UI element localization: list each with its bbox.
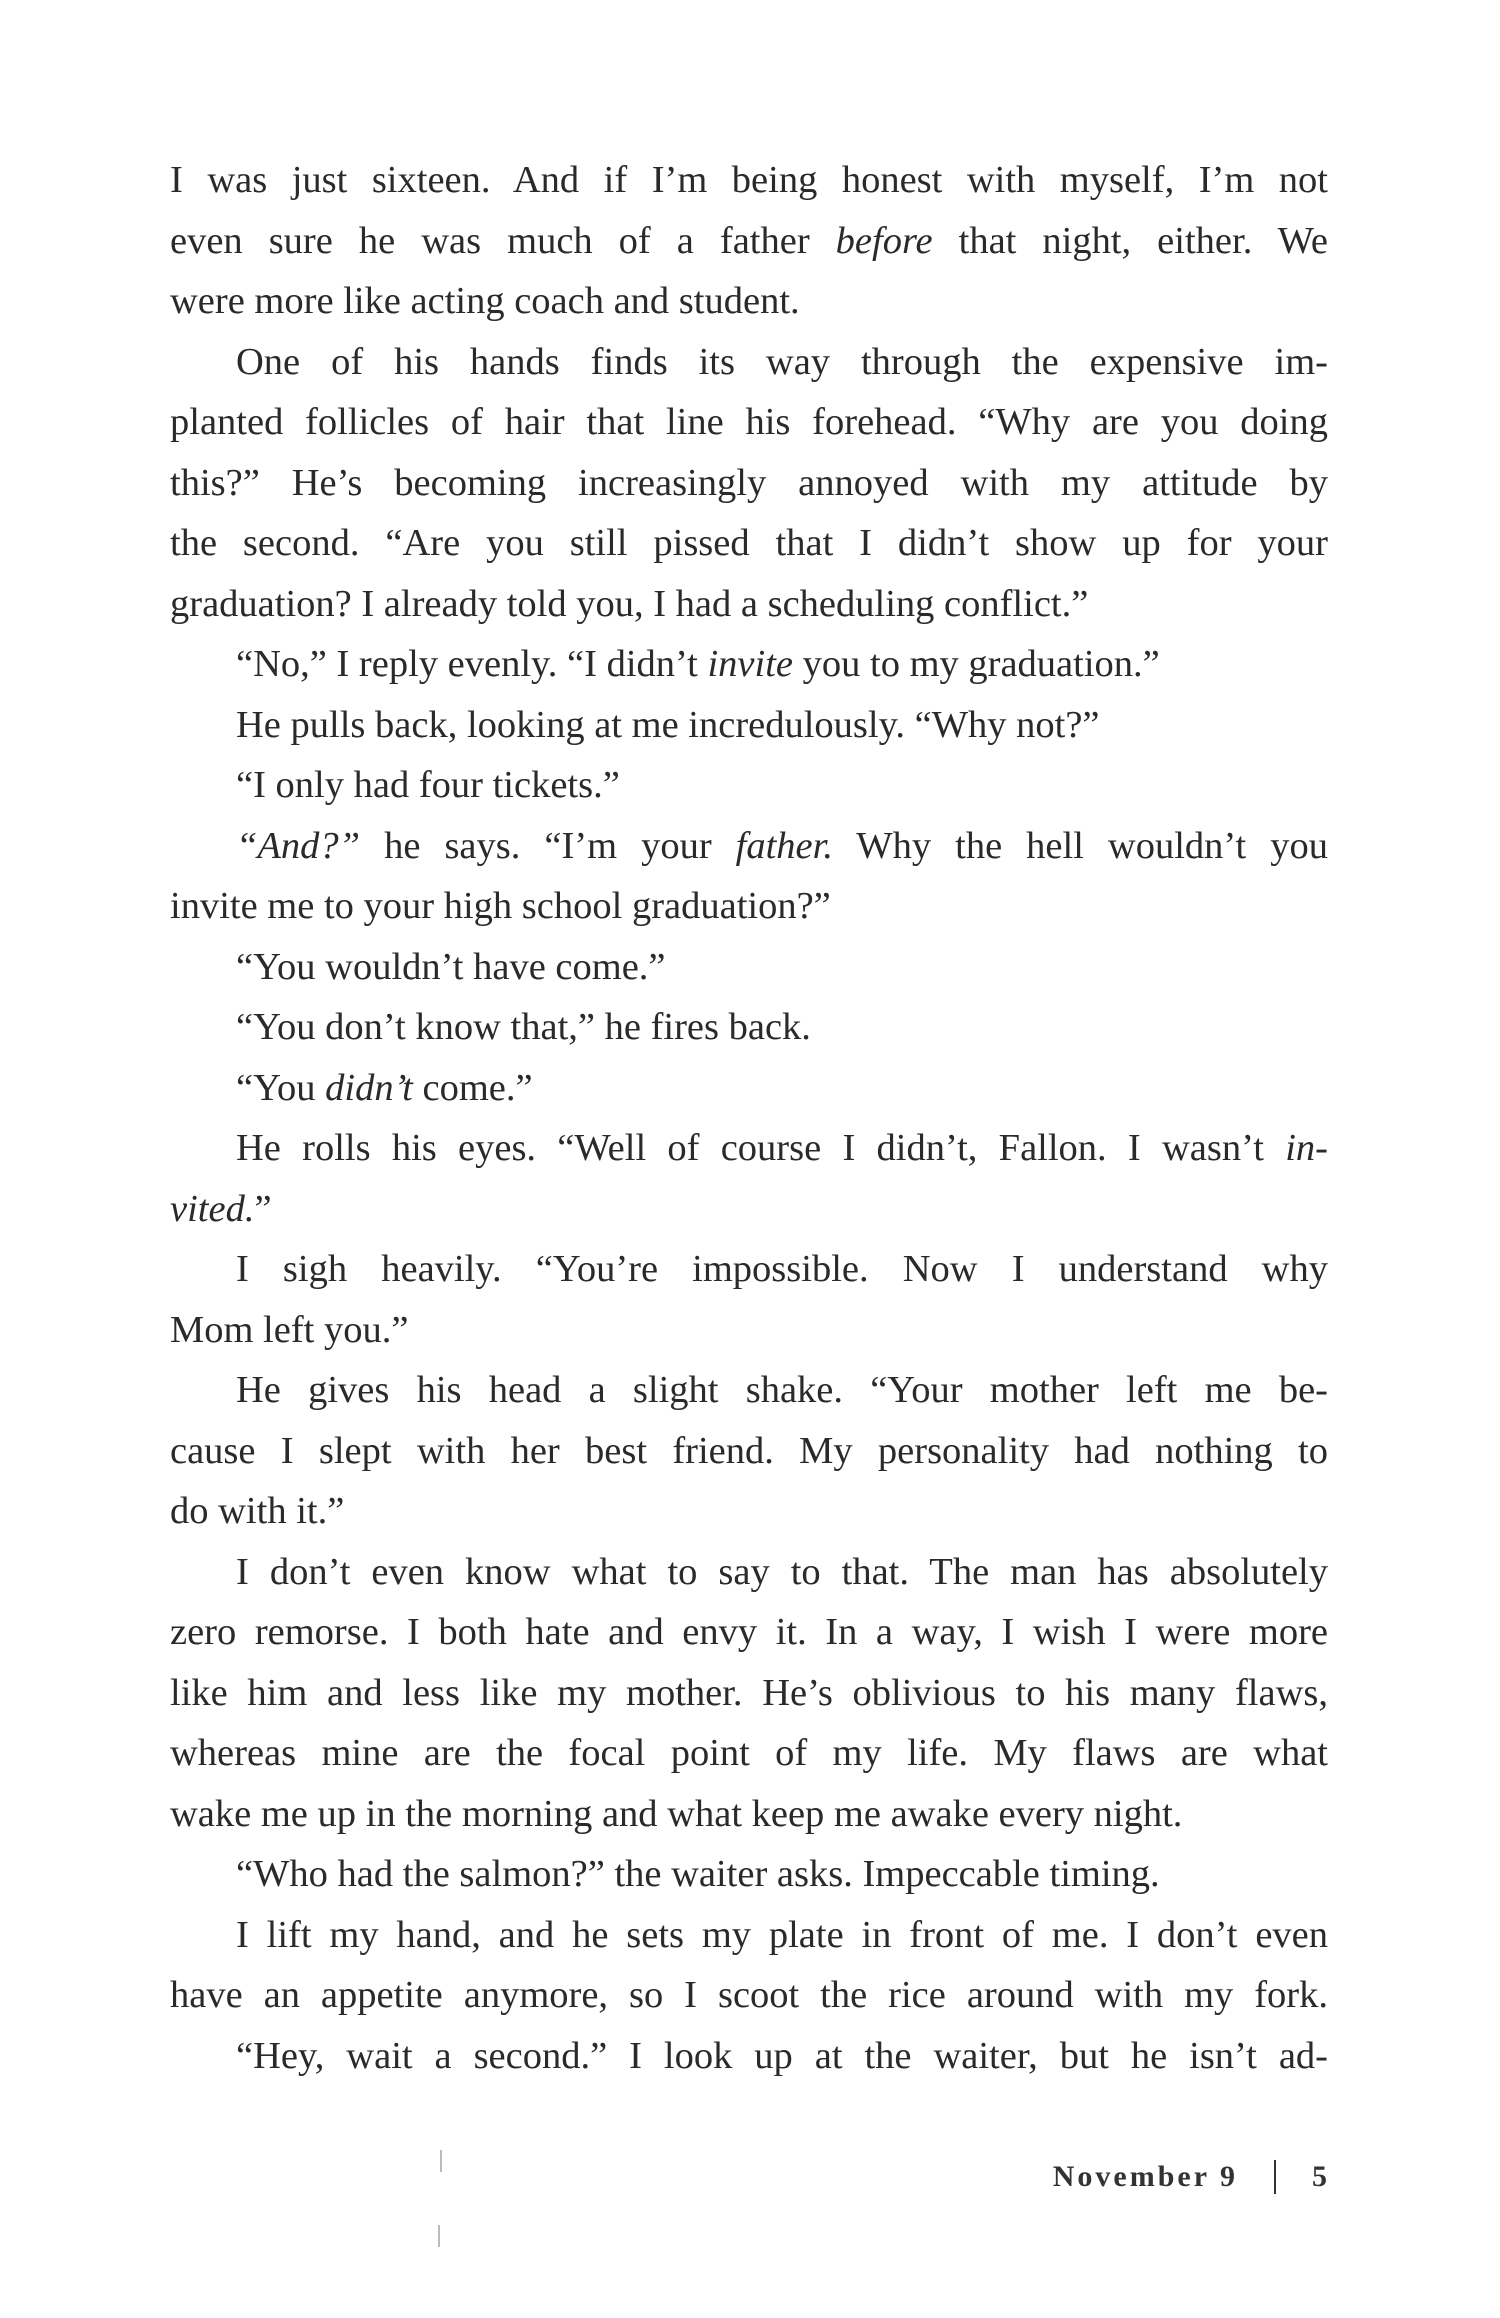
text-line: graduation? I already told you, I had a scheduling conflict.” xyxy=(170,582,1089,625)
text-line xyxy=(170,1179,1328,1240)
text-run: ” xyxy=(254,1187,272,1230)
text-line xyxy=(170,634,1328,695)
text-run: he says. “I’m your xyxy=(360,824,736,867)
text-line: “Hey, wait a second.” I look up at the waiter, but he isn’t ad- xyxy=(236,2034,1328,2077)
text-line: zero remorse. I both hate and envy it. In a way, I wish I were more xyxy=(170,1611,1328,1653)
text-line: I was just sixteen. And if I’m being honest with myself, I’m not xyxy=(170,159,1328,201)
text-line: “You don’t know that,” he fires back. xyxy=(236,1006,811,1048)
text-line: I lift my hand, and he sets my plate in front of me. I don’t even xyxy=(236,1913,1328,1956)
italic-text: father. xyxy=(735,824,833,867)
text-run: He rolls his eyes. “Well of course I didn’t, Fallon. I wasn’t xyxy=(236,1127,1286,1169)
text-line: whereas mine are the focal point of my life. My flaws are what xyxy=(170,1732,1328,1774)
text-line: were more like acting coach and student. xyxy=(170,280,800,322)
text-run: you to my graduation.” xyxy=(793,643,1160,685)
text-line xyxy=(170,211,1328,272)
text-line: I sigh heavily. “You’re impossible. Now I understand why xyxy=(236,1248,1328,1290)
text-line: planted follicles of hair that line his forehead. “Why are you doing xyxy=(170,401,1328,443)
text-line: like him and less like my mother. He’s oblivious to his many flaws, xyxy=(170,1671,1328,1714)
text-line xyxy=(170,816,1328,877)
text-line: invite me to your high school graduation?” xyxy=(170,885,831,927)
text-run: Why the hell wouldn’t you xyxy=(832,824,1329,867)
text-line: do with it.” xyxy=(170,1490,345,1532)
text-line: I don’t even know what to say to that. The man has absolutely xyxy=(236,1550,1328,1593)
text-line: He gives his head a slight shake. “Your mother left me be- xyxy=(236,1369,1328,1411)
scan-artifact xyxy=(438,2225,440,2247)
italic-text: in- xyxy=(1285,1127,1328,1169)
text-run: even sure he was much of a father xyxy=(170,219,836,262)
text-line xyxy=(170,1118,1328,1179)
text-line xyxy=(170,1058,1328,1119)
text-line: One of his hands finds its way through the expensive im- xyxy=(236,340,1328,383)
italic-text: “And?” xyxy=(236,824,361,867)
text-line: this?” He’s becoming increasingly annoyed with my attitude by xyxy=(170,461,1328,504)
italic-text: didn’t xyxy=(325,1066,413,1109)
text-run: “No,” I reply evenly. “I didn’t xyxy=(236,643,708,685)
scan-artifact xyxy=(440,2150,442,2172)
text-line: wake me up in the morning and what keep me awake every night. xyxy=(170,1792,1183,1835)
text-line: cause I slept with her best friend. My personality had nothing to xyxy=(170,1429,1328,1472)
text-line: “You wouldn’t have come.” xyxy=(236,945,666,988)
text-line: the second. “Are you still pissed that I didn’t show up for your xyxy=(170,522,1328,564)
footer-separator xyxy=(1274,2160,1276,2194)
text-line: He pulls back, looking at me incredulously. “Why not?” xyxy=(236,703,1100,746)
body-text xyxy=(170,150,1328,2086)
text-line: Mom left you.” xyxy=(170,1308,409,1351)
italic-text: before xyxy=(835,219,933,262)
text-run: “You xyxy=(236,1066,326,1109)
text-run: come.” xyxy=(412,1066,533,1109)
running-footer xyxy=(1053,2152,1330,2202)
text-run: that night, either. We xyxy=(932,219,1328,262)
page-number: 5 xyxy=(1312,2160,1330,2193)
chapter-title: November 9 xyxy=(1052,2160,1238,2193)
text-line: “Who had the salmon?” the waiter asks. Impeccable timing. xyxy=(236,1853,1160,1895)
italic-text: vited. xyxy=(170,1187,255,1230)
text-line: have an appetite anymore, so I scoot the rice around with my fork. xyxy=(170,1974,1328,2016)
text-line: “I only had four tickets.” xyxy=(236,764,620,806)
italic-text: invite xyxy=(707,643,793,685)
